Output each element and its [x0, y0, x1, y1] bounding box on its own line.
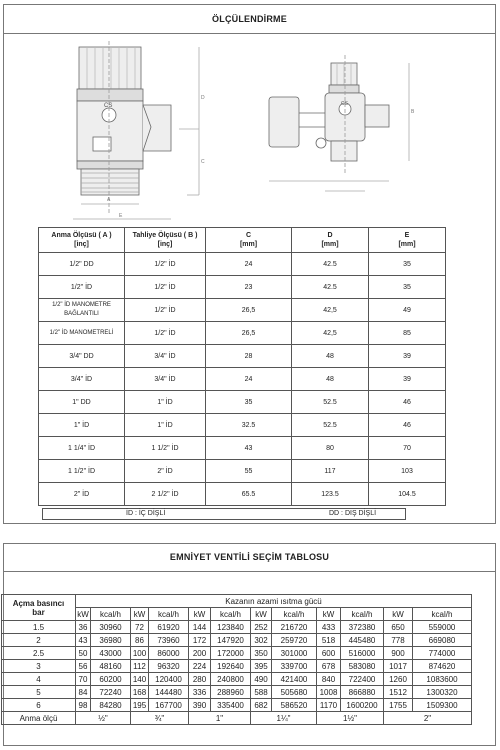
capacity-value: 1755	[384, 699, 413, 712]
dimension-row	[39, 414, 446, 437]
selection-row	[2, 647, 472, 660]
dimension-cell: 3/4" İD	[39, 368, 125, 391]
dimensioning-title: ÖLÇÜLENDİRME	[4, 5, 495, 34]
selection-title: EMNİYET VENTİLİ SEÇİM TABLOSU	[4, 544, 495, 572]
header-e: E [mm]	[369, 228, 446, 253]
capacity-value: 516000	[341, 647, 384, 660]
dimension-cell: 24	[206, 368, 292, 391]
capacity-value: 778	[384, 634, 413, 647]
dimension-row	[39, 437, 446, 460]
dimension-cell: 43	[206, 437, 292, 460]
capacity-value: 200	[189, 647, 211, 660]
capacity-value: 172000	[211, 647, 251, 660]
capacity-value: 1512	[384, 686, 413, 699]
nominal-size-label: Anma ölçü	[2, 712, 76, 725]
dimension-cell: 1" İD	[125, 414, 206, 437]
unit-kcal: kcal/h	[413, 608, 472, 621]
capacity-value: 1170	[317, 699, 341, 712]
capacity-group-header: Kazanın azami ısıtma gücü	[76, 595, 472, 608]
capacity-value: 559000	[413, 621, 472, 634]
dimension-cell: 42.5	[292, 253, 369, 276]
dimension-cell: 1/2" İD	[125, 299, 206, 322]
capacity-value: 167700	[149, 699, 189, 712]
dimension-cell: 2" İD	[125, 460, 206, 483]
nominal-size-value: 1¼"	[251, 712, 317, 725]
dimension-cell: 48	[292, 345, 369, 368]
pressure-header: Açma basıncı bar	[2, 595, 76, 621]
capacity-value: 86	[131, 634, 149, 647]
capacity-value: 216720	[272, 621, 317, 634]
unit-kcal: kcal/h	[341, 608, 384, 621]
dimension-cell: 1" İD	[39, 414, 125, 437]
dimension-cell: 1/2" İD MANOMETRELİ	[39, 322, 125, 345]
capacity-value: 61920	[149, 621, 189, 634]
header-c: C [mm]	[206, 228, 292, 253]
legend-inner-thread: İD : İÇ DİŞLİ	[126, 510, 166, 517]
capacity-value: 900	[384, 647, 413, 660]
capacity-value: 195	[131, 699, 149, 712]
capacity-value: 588	[251, 686, 272, 699]
capacity-value: 301000	[272, 647, 317, 660]
dimension-cell: 104.5	[369, 483, 446, 506]
capacity-value: 172	[189, 634, 211, 647]
dim-label-a: A	[107, 197, 111, 203]
capacity-value: 583080	[341, 660, 384, 673]
nominal-size-value: 1½"	[317, 712, 384, 725]
dimension-row	[39, 368, 446, 391]
capacity-value: 1260	[384, 673, 413, 686]
capacity-value: 192640	[211, 660, 251, 673]
dimension-cell: 3/4" İD	[125, 368, 206, 391]
dimension-row	[39, 483, 446, 506]
valve-front-drawing	[259, 53, 434, 203]
capacity-value: 840	[317, 673, 341, 686]
capacity-value: 144	[189, 621, 211, 634]
dimensioning-panel	[3, 4, 496, 524]
capacity-value: 505680	[272, 686, 317, 699]
dimension-cell: 49	[369, 299, 446, 322]
capacity-value: 48160	[91, 660, 131, 673]
dimension-cell: 1/2" İD MANOMETRE BAĞLANTILI	[39, 299, 125, 322]
pressure-value: 1.5	[2, 621, 76, 634]
dimension-cell: 2 1/2" İD	[125, 483, 206, 506]
capacity-value: 70	[76, 673, 91, 686]
dimension-cell: 1 1/2" İD	[39, 460, 125, 483]
capacity-value: 682	[251, 699, 272, 712]
nominal-size-value: 2"	[384, 712, 472, 725]
capacity-value: 669080	[413, 634, 472, 647]
dimension-cell: 52.5	[292, 391, 369, 414]
unit-kw: kW	[317, 608, 341, 621]
capacity-value: 874620	[413, 660, 472, 673]
capacity-value: 586520	[272, 699, 317, 712]
nominal-size-value: 1"	[189, 712, 251, 725]
dimension-cell: 70	[369, 437, 446, 460]
dimension-cell: 1" DD	[39, 391, 125, 414]
dimension-cell: 1 1/4" İD	[39, 437, 125, 460]
capacity-value: 120400	[149, 673, 189, 686]
dimension-cell: 55	[206, 460, 292, 483]
dimension-cell: 3/4" İD	[125, 345, 206, 368]
nominal-size-value: ¾"	[131, 712, 189, 725]
capacity-value: 56	[76, 660, 91, 673]
capacity-value: 98	[76, 699, 91, 712]
dimension-cell: 1 1/2" İD	[125, 437, 206, 460]
capacity-value: 335400	[211, 699, 251, 712]
capacity-value: 490	[251, 673, 272, 686]
capacity-value: 722400	[341, 673, 384, 686]
capacity-value: 72240	[91, 686, 131, 699]
unit-kcal: kcal/h	[211, 608, 251, 621]
capacity-value: 72	[131, 621, 149, 634]
capacity-value: 350	[251, 647, 272, 660]
selection-row	[2, 699, 472, 712]
capacity-value: 112	[131, 660, 149, 673]
dimension-cell: 1/2" İD	[125, 276, 206, 299]
pressure-value: 6	[2, 699, 76, 712]
dimension-cell: 3/4" DD	[39, 345, 125, 368]
selection-row	[2, 621, 472, 634]
dimension-cell: 46	[369, 414, 446, 437]
dimension-row	[39, 253, 446, 276]
svg-text:CS: CS	[341, 101, 348, 107]
pressure-value: 3	[2, 660, 76, 673]
svg-text:CS: CS	[104, 103, 113, 109]
capacity-value: 1300320	[413, 686, 472, 699]
capacity-value: 518	[317, 634, 341, 647]
capacity-value: 36980	[91, 634, 131, 647]
capacity-value: 1509300	[413, 699, 472, 712]
capacity-value: 302	[251, 634, 272, 647]
dimension-cell: 28	[206, 345, 292, 368]
dimension-row	[39, 345, 446, 368]
capacity-value: 1008	[317, 686, 341, 699]
unit-kcal: kcal/h	[272, 608, 317, 621]
dimension-cell: 48	[292, 368, 369, 391]
unit-kw: kW	[189, 608, 211, 621]
dimension-cell: 85	[369, 322, 446, 345]
capacity-value: 168	[131, 686, 149, 699]
dimension-cell: 42,5	[292, 322, 369, 345]
capacity-value: 96320	[149, 660, 189, 673]
dimension-cell: 123.5	[292, 483, 369, 506]
dimension-cell: 1/2" İD	[125, 253, 206, 276]
dimension-cell: 2" İD	[39, 483, 125, 506]
capacity-value: 288960	[211, 686, 251, 699]
capacity-value: 433	[317, 621, 341, 634]
capacity-value: 140	[131, 673, 149, 686]
dimension-cell: 1/2" DD	[39, 253, 125, 276]
capacity-value: 678	[317, 660, 341, 673]
unit-kw: kW	[77, 609, 89, 619]
nominal-size-row	[2, 712, 472, 725]
capacity-value: 30960	[91, 621, 131, 634]
dimension-cell: 65.5	[206, 483, 292, 506]
dimension-row	[39, 322, 446, 345]
dimension-cell: 80	[292, 437, 369, 460]
capacity-value: 1083600	[413, 673, 472, 686]
capacity-value: 280	[189, 673, 211, 686]
dimension-cell: 46	[369, 391, 446, 414]
dimension-cell: 1/2" İD	[125, 322, 206, 345]
header-tahliye: Tahliye Ölçüsü ( B ) [inç]	[125, 228, 206, 253]
dimension-cell: 26,5	[206, 322, 292, 345]
capacity-value: 395	[251, 660, 272, 673]
unit-kw: kW	[131, 608, 149, 621]
thread-legend	[42, 508, 406, 520]
selection-row	[2, 673, 472, 686]
capacity-value: 73960	[149, 634, 189, 647]
capacity-value: 84	[76, 686, 91, 699]
capacity-value: 421400	[272, 673, 317, 686]
dimension-cell: 39	[369, 345, 446, 368]
capacity-value: 600	[317, 647, 341, 660]
capacity-value: 100	[131, 647, 149, 660]
dimension-cell: 35	[369, 276, 446, 299]
selection-row	[2, 660, 472, 673]
pressure-value: 2	[2, 634, 76, 647]
dimension-table-header	[39, 228, 446, 253]
dimension-cell: 39	[369, 368, 446, 391]
capacity-value: 43000	[91, 647, 131, 660]
pressure-value: 4	[2, 673, 76, 686]
pressure-value: 5	[2, 686, 76, 699]
dimension-row	[39, 299, 446, 322]
dimension-row	[39, 391, 446, 414]
capacity-value: 147920	[211, 634, 251, 647]
capacity-value: 259720	[272, 634, 317, 647]
capacity-value: 43	[76, 634, 91, 647]
capacity-value: 390	[189, 699, 211, 712]
dimension-cell: 1" İD	[125, 391, 206, 414]
selection-table	[1, 594, 472, 725]
capacity-value: 372380	[341, 621, 384, 634]
dimension-cell: 23	[206, 276, 292, 299]
unit-kw: kW	[251, 608, 272, 621]
dimension-cell: 35	[206, 391, 292, 414]
dimension-row	[39, 276, 446, 299]
capacity-value: 144480	[149, 686, 189, 699]
capacity-value: 84280	[91, 699, 131, 712]
dim-label-c: C	[201, 159, 205, 165]
capacity-value: 866880	[341, 686, 384, 699]
capacity-value: 86000	[149, 647, 189, 660]
capacity-value: 224	[189, 660, 211, 673]
valve-side-drawing	[59, 39, 229, 224]
dimension-cell: 32.5	[206, 414, 292, 437]
dimension-cell: 1/2" İD	[39, 276, 125, 299]
nominal-size-value: ½"	[76, 712, 131, 725]
unit-kcal: kcal/h	[91, 608, 131, 621]
capacity-value: 445480	[341, 634, 384, 647]
selection-row	[2, 686, 472, 699]
capacity-value: 123840	[211, 621, 251, 634]
dim-label-d: D	[201, 95, 205, 101]
header-anma: Anma Ölçüsü ( A ) [inç]	[39, 228, 125, 253]
capacity-value: 336	[189, 686, 211, 699]
dimension-table	[38, 227, 446, 506]
dim-label-e: E	[119, 213, 123, 219]
capacity-value: 50	[76, 647, 91, 660]
selection-header-row	[2, 595, 472, 608]
dim-label-b: B	[411, 109, 415, 115]
capacity-value: 36	[76, 621, 91, 634]
capacity-value: 650	[384, 621, 413, 634]
dimension-cell: 42,5	[292, 299, 369, 322]
dimension-cell: 103	[369, 460, 446, 483]
header-d: D [mm]	[292, 228, 369, 253]
dimension-row	[39, 460, 446, 483]
capacity-value: 60200	[91, 673, 131, 686]
capacity-value: 1600200	[341, 699, 384, 712]
legend-outer-thread: DD : DIŞ DİŞLİ	[329, 510, 377, 517]
dimension-cell: 52.5	[292, 414, 369, 437]
pressure-value: 2.5	[2, 647, 76, 660]
dimension-cell: 117	[292, 460, 369, 483]
dimension-cell: 35	[369, 253, 446, 276]
capacity-value: 1017	[384, 660, 413, 673]
dimension-cell: 24	[206, 253, 292, 276]
capacity-value: 252	[251, 621, 272, 634]
dimension-cell: 26,5	[206, 299, 292, 322]
unit-kw: kW	[384, 608, 413, 621]
selection-row	[2, 634, 472, 647]
capacity-value: 774000	[413, 647, 472, 660]
dimension-cell: 42.5	[292, 276, 369, 299]
unit-kcal: kcal/h	[149, 608, 189, 621]
capacity-value: 339700	[272, 660, 317, 673]
capacity-value: 240800	[211, 673, 251, 686]
